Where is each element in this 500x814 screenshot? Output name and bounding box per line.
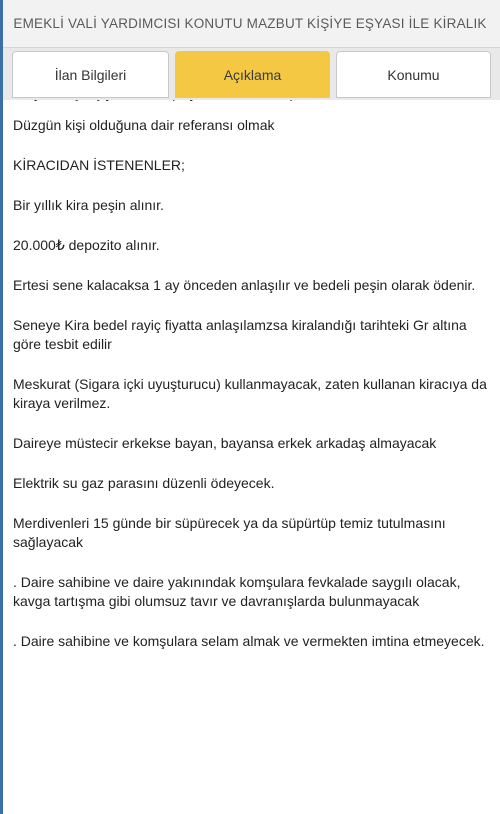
description-paragraph: . Daire sahibine ve daire yakınındak komşulara fevkalade saygılı olacak, kavga tartışma gibi olumsuz tavır ve davranışlarda bulunmayacak [13, 574, 461, 609]
listing-header [0, 0, 500, 48]
description-panel[interactable] [0, 100, 500, 814]
description-paragraph: KİRACIDAN İSTENENLER; [13, 157, 185, 173]
tab-konumu[interactable]: Konumu [336, 51, 491, 98]
description-paragraph: Düzgün kişi olduğuna dair referansı olmak [13, 117, 275, 133]
description-paragraph: Daireye müstecir erkekse bayan, bayansa erkek arkadaş almayacak [13, 435, 437, 451]
description-paragraph: Ertesi sene kalacaksa 1 ay önceden anlaşılır ve bedeli peşin olarak ödenir. [13, 277, 476, 293]
description-paragraph: Meskurat (Sigara içki uyuşturucu) kullanmayacak, zaten kullanan kiracıya da kiraya verilmez. [13, 376, 487, 411]
description-paragraph: Merdivenleri 15 günde bir süpürecek ya da süpürtüp temiz tutulmasını sağlayacak [13, 515, 446, 550]
tab-bar [0, 48, 500, 100]
description-paragraph: Elektrik su gaz parasını düzenli ödeyecek. [13, 475, 275, 491]
description-text [13, 84, 491, 672]
tab-ilan-bilgileri[interactable]: İlan Bilgileri [12, 51, 169, 98]
description-paragraph: Bir yıllık kira peşin alınır. [13, 197, 164, 213]
listing-title: EMEKLİ VALİ YARDIMCISI KONUTU MAZBUT KİŞİYE EŞYASI İLE KİRALIK [13, 16, 487, 31]
description-paragraph: 20.000₺ depozito alınır. [13, 237, 160, 253]
tab-aciklama[interactable]: Açıklama [175, 51, 330, 98]
window-left-edge [0, 0, 3, 814]
description-paragraph: Seneye Kira bedel rayiç fiyatta anlaşılamzsa kiralandığı tarihteki Gr altına göre tesbit edilir [13, 317, 467, 352]
description-paragraph: . Daire sahibine ve komşulara selam almak ve vermekten imtina etmeyecek. [13, 633, 485, 649]
